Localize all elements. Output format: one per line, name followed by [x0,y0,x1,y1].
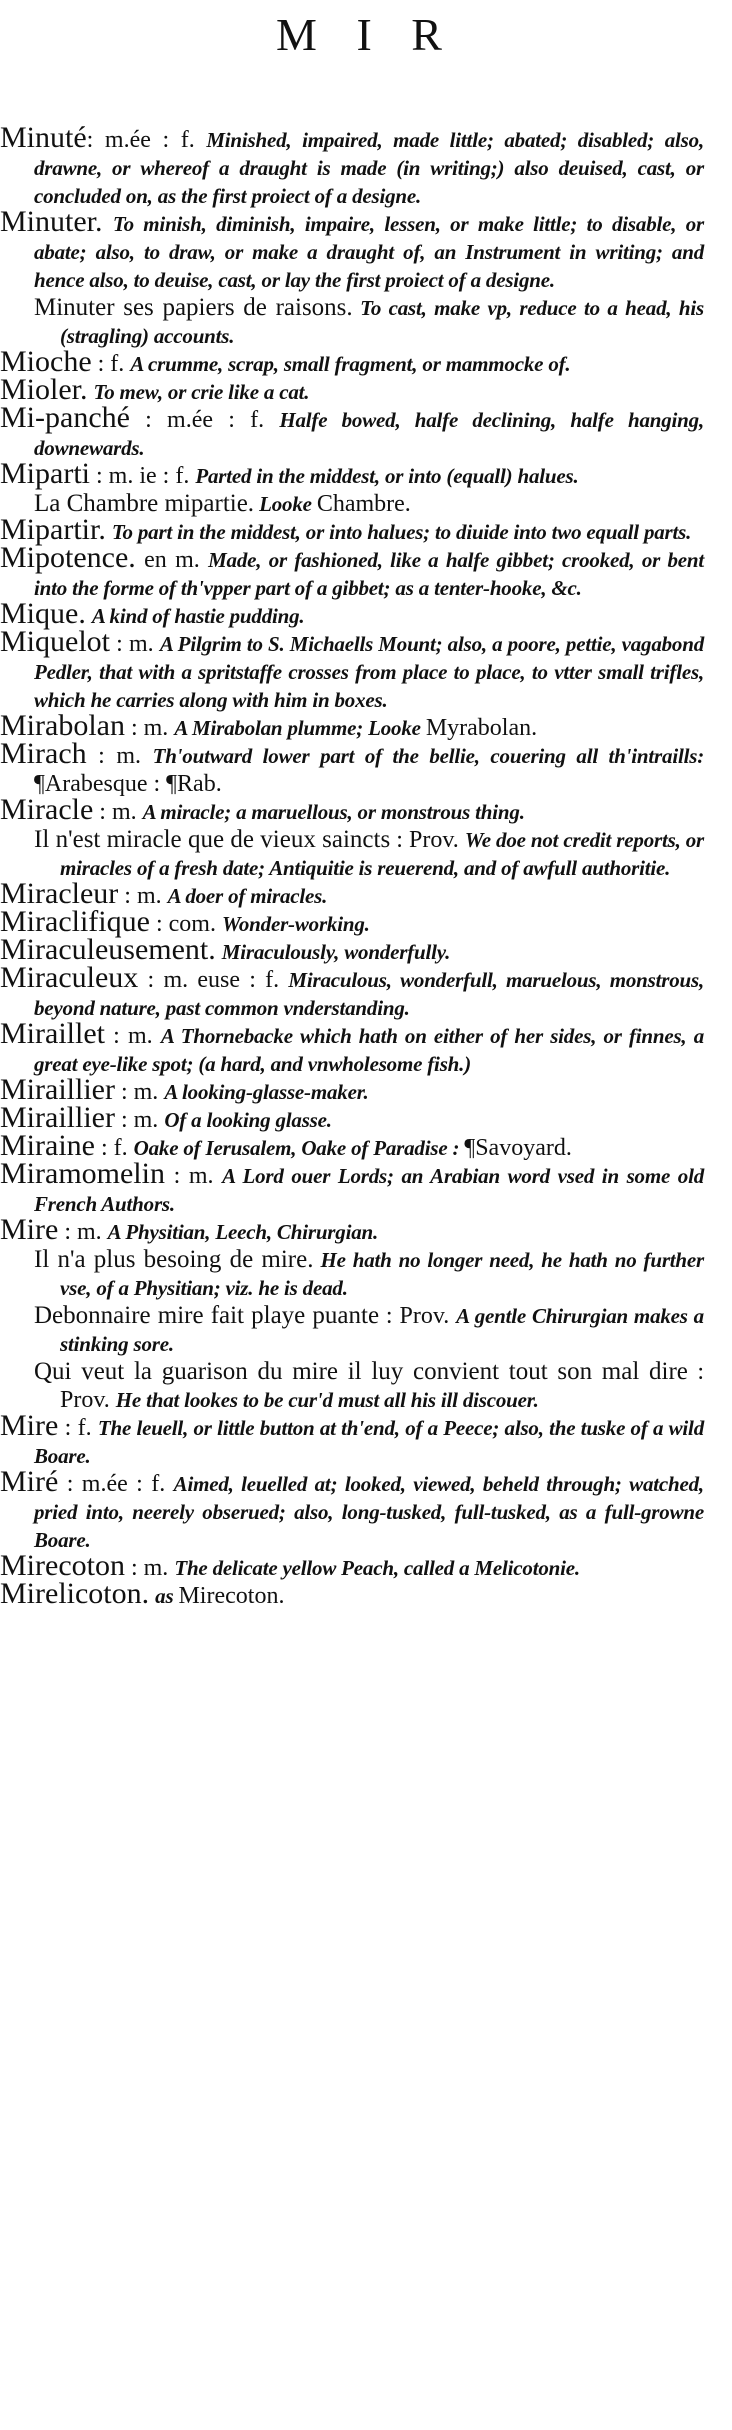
dictionary-entry [0,121,732,209]
grammar-note: : m. [104,1023,161,1049]
definition: Parted in the middest, or into (equall) halues. [195,464,579,488]
grammar-note: : Prov. [390,827,465,853]
grammar-note: : Prov. [60,1359,704,1413]
headword: Mirecoton [0,1549,125,1582]
grammar-note: : m.ée : f. [129,407,280,433]
definition: To minish, diminish, impaire, lessen, or make little; to disable, or abate; also, to draw, or make a draught of, an Instrument in writing; and hence also, to deuise, cast, or lay the first proiect of a designe. [34,212,705,292]
definition: Aimed, leuelled at; looked, viewed, beheld through; watched, pried into, neerely obserued; also, long-tusked, full-tusked, as a full-growne Boare. [34,1472,704,1552]
french-phrase: Qui veut la guarison du mire il luy convient tout son mal dire [34,1358,688,1385]
dictionary-entry [0,625,732,713]
grammar-note: en m. [135,547,209,573]
definition: A Lord ouer Lords; an Arabian word vsed in some old French Authors. [34,1164,704,1216]
definition: Oake of Ierusalem, Oake of Paradise : [133,1136,465,1160]
grammar-note: : Prov. [379,1303,457,1329]
definition: Miraculously, wonderfully. [221,940,451,964]
headword: Mioche [0,345,92,378]
grammar-note: : m. [114,1107,165,1133]
headword: Mirabolan [0,709,125,742]
definition: A Mirabolan plumme; Looke [174,716,426,740]
definition: A gentle Chirurgian makes a stinking sore. [60,1304,704,1356]
cross-reference: Chambre. [316,491,411,517]
french-phrase: Minuter ses papiers de raisons. [34,294,353,321]
definition: as [155,1584,179,1608]
grammar-note: : com. [149,911,222,937]
headword: Miraillier [0,1073,115,1106]
definition: A miracle; a maruellous, or monstrous thing. [142,800,525,824]
grammar-note: : m.ée : f. [58,1471,174,1497]
dictionary-entry [0,709,732,742]
headword: Mi-panché [0,401,130,434]
grammar-note: : m. [93,799,143,825]
headword: Miracleur [0,877,119,910]
running-head: M I R [276,9,456,60]
french-phrase: La Chambre mipartie. [34,490,255,517]
definition: Made, or fashioned, like a halfe gibbet; crooked, or bent into the forme of th'vpper part of a gibbet; as a tenter-hooke, &c. [34,548,704,600]
dictionary-entry [0,457,732,490]
grammar-note: : m. [110,631,160,657]
definition: Looke [254,492,317,516]
headword: Miparti [0,457,90,490]
headword: Miraine [0,1129,95,1162]
dictionary-entry [0,737,732,797]
definition: The leuell, or little button at th'end, of a Peece; also, the tuske of a wild Boare. [34,1416,704,1468]
headword: Miraillier [0,1101,115,1134]
dictionary-entry [0,961,732,1021]
grammar-note: : m. euse : f. [138,967,289,993]
french-phrase: Il n'a plus besoing de mire. [34,1246,314,1273]
cross-reference: Myrabolan. [425,715,538,741]
entries-list [0,121,732,1610]
headword: Mique. [0,597,86,630]
headword: Miraculeux [0,961,139,994]
dictionary-entry [0,1157,732,1217]
sub-entry [0,1245,732,1301]
dictionary-entry [0,1213,732,1246]
grammar-note: : m. [86,743,153,769]
headword: Miramomelin [0,1157,165,1190]
headword: Minuter. [0,205,103,238]
headword: Mire [0,1213,59,1246]
definition: Th'outward lower part of the bellie, couering all th'intraills: [152,744,704,768]
dictionary-entry [0,1101,732,1134]
headword: Miraillet [0,1017,105,1050]
definition: He that lookes to be cur'd must all his ill discouer. [115,1388,539,1412]
definition: Of a looking glasse. [164,1108,332,1132]
definition: A doer of miracles. [167,884,328,908]
headword: Mirelicoton. [0,1577,150,1610]
headword: Minuté [0,121,87,154]
sub-entry [0,1301,732,1357]
definition: Wonder-working. [221,912,370,936]
definition: Halfe bowed, halfe declining, halfe hanging, downewards. [34,408,704,460]
headword: Mipartir. [0,513,106,546]
french-phrase: Debonnaire mire fait playe puante [34,1302,380,1329]
grammar-note: : m. [124,715,175,741]
grammar-note: : m.ée : f. [86,127,207,153]
definition: The delicate yellow Peach, called a Melicotonie. [174,1556,580,1580]
cross-reference: ¶Savoyard. [464,1135,572,1161]
definition: Minished, impaired, made little; abated; disabled; also, drawne, or whereof a draught is made (in writing;) also deuised, cast, or concluded on, as the first proiect of a designe. [34,128,704,208]
dictionary-entry [0,1465,732,1553]
headword: Miracle [0,793,94,826]
headword: Mirach [0,737,87,770]
definition: A kind of hastie pudding. [91,604,305,628]
definition: A Thornebacke which hath on either of her sides, or finnes, a great eye-like spot; (a hard, and vnwholesome fish.) [34,1024,705,1076]
dictionary-entry [0,1017,732,1077]
dictionary-entry [0,793,732,826]
definition: To part in the middest, or into halues; to diuide into two equall parts. [111,520,692,544]
headword: Miré [0,1465,59,1498]
sub-entry [0,825,732,881]
headword: Miquelot [0,625,110,658]
headword: Miraculeusement. [0,933,216,966]
definition: A crumme, scrap, small fragment, or mammocke of. [130,352,571,376]
headword: Miraclifique [0,905,150,938]
grammar-note: : f. [58,1415,98,1441]
french-phrase: Il n'est miracle que de vieux saincts [34,826,391,853]
definition: A Physitian, Leech, Chirurgian. [107,1220,379,1244]
grammar-note: : m. [118,883,168,909]
grammar-note: : m. [114,1079,165,1105]
dictionary-entry [0,1409,732,1469]
definition: To cast, make vp, reduce to a head, his (stragling) accounts. [60,296,704,348]
grammar-note: : m. [124,1555,175,1581]
cross-reference: ¶Arabesque : ¶Rab. [34,771,222,797]
definition: A looking-glasse-maker. [164,1080,369,1104]
definition: A Pilgrim to S. Michaells Mount; also, a poore, pettie, vagabond Pedler, that with a spritstaffe crosses from place to place, to vtter small trifles, which he carries along with him in boxes. [34,632,704,712]
grammar-note [103,211,113,237]
dictionary-entry [0,345,732,378]
headword: Mipotence. [0,541,136,574]
dictionary-entry [0,401,732,461]
definition: To mew, or crie like a cat. [93,380,310,404]
dictionary-entry [0,1577,732,1610]
grammar-note: : m. [58,1219,108,1245]
sub-entry [0,293,732,349]
definition: We doe not credit reports, or miracles of a fresh date; Antiquitie is reuerend, and of awfull authoritie. [60,828,705,880]
cross-reference: Mirecoton. [178,1583,285,1609]
definition: He hath no longer need, he hath no further vse, of a Physitian; viz. he is dead. [60,1248,705,1300]
dictionary-entry [0,205,732,293]
grammar-note: : m. ie : f. [90,463,196,489]
dictionary-entry [0,541,732,601]
definition: Miraculous, wonderfull, maruelous, monstrous, beyond nature, past common vnderstanding. [34,968,704,1020]
grammar-note: : m. [164,1163,223,1189]
sub-entry [0,1357,732,1413]
grammar-note: : f. [94,1135,134,1161]
headword: Mire [0,1409,59,1442]
headword: Mioler. [0,373,88,406]
sub-entry [0,489,732,517]
grammar-note: : f. [91,351,131,377]
